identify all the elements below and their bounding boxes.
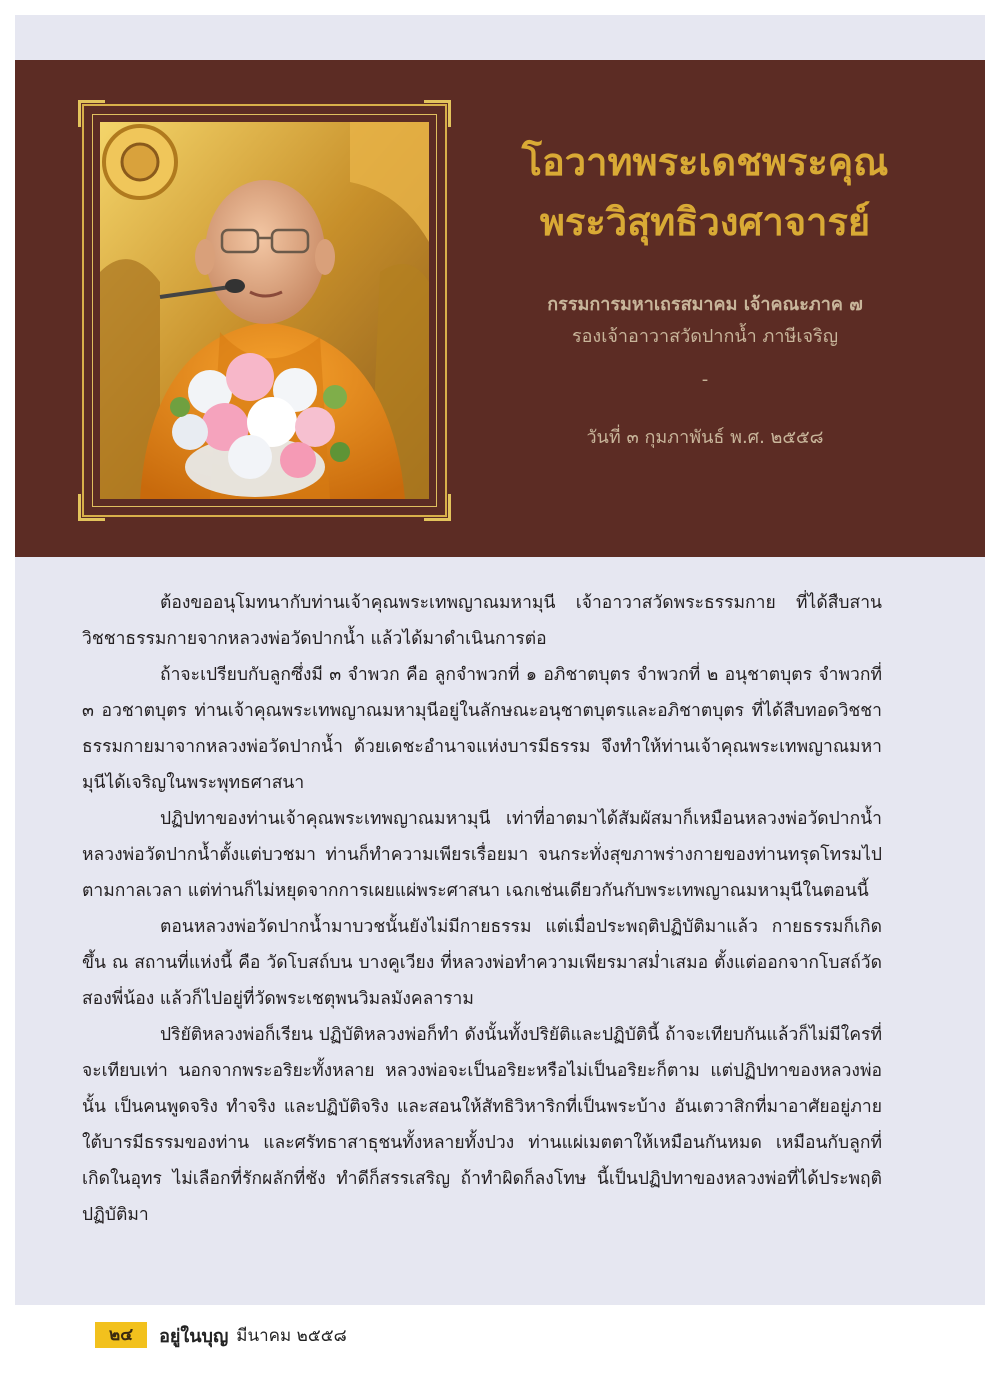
- monk-portrait-icon: [100, 122, 429, 499]
- article-title-line2: พระวิสุทธิวงศาจารย์: [539, 200, 871, 244]
- magazine-name: อยู่ในบุญ: [159, 1325, 229, 1347]
- article-title-line1: โอวาทพระเดชพระคุณ: [521, 140, 889, 184]
- body-paragraph: ต้องขออนุโมทนากับท่านเจ้าคุณพระเทพญาณมหามุนี เจ้าอาวาสวัดพระธรรมกาย ที่ได้สืบสานวิชชาธรรมกายจากหลวงพ่อวัดปากน้ำ แล้วได้มาดำเนินการต่อ: [82, 593, 882, 649]
- sermon-date: วันที่ ๓ กุมภาพันธ์ พ.ศ. ๒๕๕๘: [586, 427, 824, 448]
- author-role-line1: กรรมการมหาเถรสมาคม เจ้าคณะภาค ๗: [547, 294, 863, 315]
- body-paragraph: ปฏิปทาของท่านเจ้าคุณพระเทพญาณมหามุนี เท่าที่อาตมาได้สัมผัสมาก็เหมือนหลวงพ่อวัดปากน้ำ หลวงพ่อวัดปากน้ำตั้งแต่บวชมา ท่านก็ทำความเพียรเรื่อยมา จนกระทั่งสุขภาพร่างกายของท่านทรุดโทรมไปตามกาลเวลา แต่ท่านก็ไม่หยุดจากการเผยแผ่พระศาสนา เฉกเช่นเดียวกันกับพระเทพญาณมหามุนีในตอนนี้: [82, 809, 882, 901]
- page-footer: [95, 1321, 347, 1349]
- issue-date: มีนาคม ๒๕๕๘: [236, 1325, 347, 1346]
- body-paragraph: ปริยัติหลวงพ่อก็เรียน ปฏิบัติหลวงพ่อก็ทำ ดังนั้นทั้งปริยัติและปฏิบัตินี้ ถ้าจะเทียบกันแล้วก็ไม่มีใครที่จะเทียบเท่า นอกจากพระอริยะทั้งหลาย หลวงพ่อจะเป็นอริยะหรือไม่เป็นอริยะก็ตาม แต่ปฏิปทาของหลวงพ่อนั้น เป็นคนพูดจริง ทำจริง และปฏิบัติจริง และสอนให้สัทธิวิหาริกที่เป็นพระบ้าง อันเตวาสิกที่มาอาศัยอยู่ภายใต้บารมีธรรมของท่าน และศรัทธาสาธุชนทั้งหลายทั้งปวง ท่านแผ่เมตตาให้เหมือนกันหมด เหมือนกับลูกที่เกิดในอุทร ไม่เลือกที่รักผลักที่ชัง ทำดีก็สรรเสริญ ถ้าทำผิดก็ลงโทษ นี้เป็นปฏิปทาของหลวงพ่อที่ได้ประพฤติปฏิบัติมา: [82, 1025, 882, 1225]
- body-paragraph: ถ้าจะเปรียบกับลูกซึ่งมี ๓ จำพวก คือ ลูกจำพวกที่ ๑ อภิชาตบุตร จำพวกที่ ๒ อนุชาตบุตร จำพวกที่ ๓ อวชาตบุตร ท่านเจ้าคุณพระเทพญาณมหามุนีอยู่ในลักษณะอนุชาตบุตรและอภิชาตบุตร ที่ได้สืบทอดวิชชาธรรมกายมาจากหลวงพ่อวัดปากน้ำ ด้วยเดชะอำนาจแห่งบารมีธรรม จึงทำให้ท่านเจ้าคุณพระเทพญาณมหามุนีได้เจริญในพระพุทธศาสนา: [82, 665, 882, 793]
- photo-frame: [82, 104, 447, 517]
- article-body: [82, 585, 882, 1233]
- header-separator: -: [701, 369, 709, 390]
- body-paragraph: ตอนหลวงพ่อวัดปากน้ำมาบวชนั้นยังไม่มีกายธรรม แต่เมื่อประพฤติปฏิบัติมาแล้ว กายธรรมก็เกิดขึ้น ณ สถานที่แห่งนี้ คือ วัดโบสถ์บน บางคูเวียง ที่หลวงพ่อทำความเพียรมาสม่ำเสมอ ตั้งแต่ออกจากโบสถ์วัดสองพี่น้อง แล้วก็ไปอยู่ที่วัดพระเชตุพนวิมลมังคลาราม: [82, 917, 882, 1009]
- author-role-line2: รองเจ้าอาวาสวัดปากน้ำ ภาษีเจริญ: [571, 326, 839, 347]
- page-number-badge: ๒๔: [95, 1322, 147, 1348]
- monk-portrait-photo: [100, 122, 429, 499]
